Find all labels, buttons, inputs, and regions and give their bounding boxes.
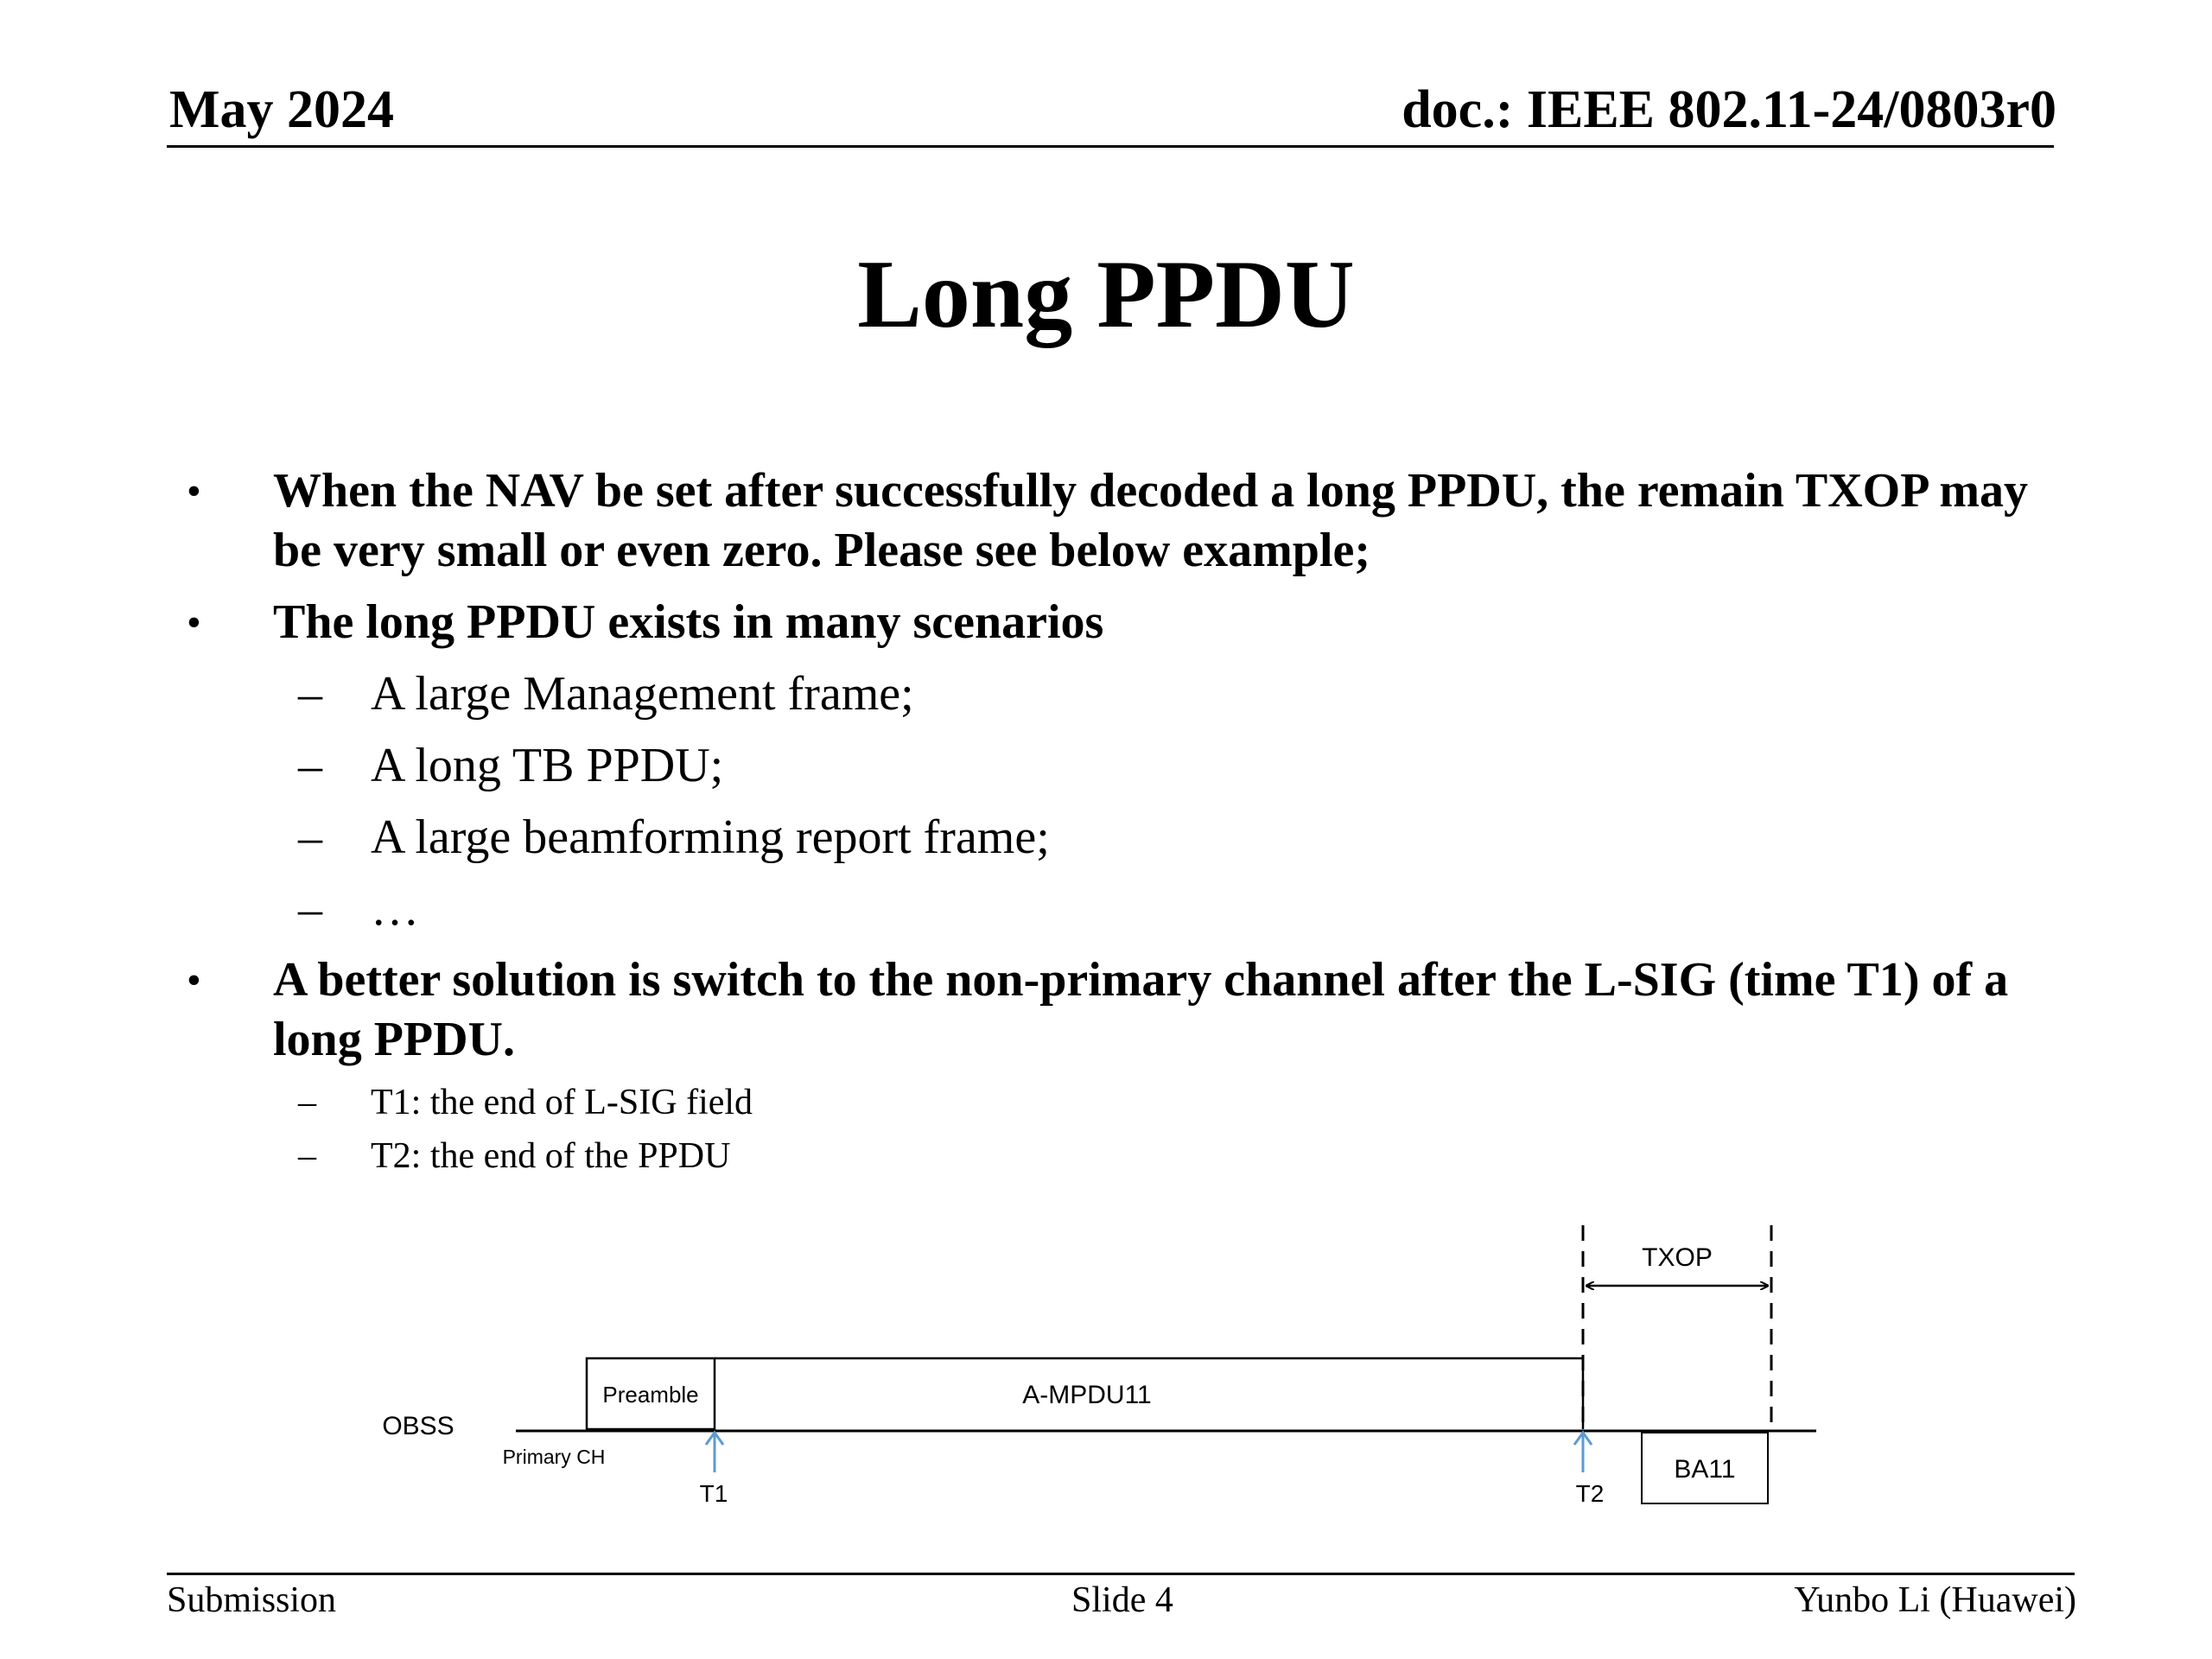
- t2-arrow-icon: [1574, 1433, 1592, 1472]
- t1-arrow-icon: [706, 1433, 723, 1472]
- footer-slide-number: Slide 4: [1071, 1580, 1173, 1620]
- sub-bullet-text: T1: the end of L-SIG field: [371, 1083, 753, 1122]
- t1-label: T1: [699, 1480, 728, 1507]
- sub-bullet-marker: –: [298, 739, 322, 792]
- obss-label: OBSS: [382, 1412, 454, 1440]
- preamble-label: Preamble: [602, 1382, 699, 1408]
- ba-label: BA11: [1674, 1455, 1736, 1484]
- sub-bullet-text: T2: the end of the PPDU: [371, 1136, 731, 1176]
- footer-divider: [167, 1573, 2075, 1575]
- footer-author: Yunbo Li (Huawei): [1794, 1580, 2076, 1620]
- ampdu-label: A-MPDU11: [1022, 1381, 1152, 1409]
- sub-bullet-marker: –: [298, 882, 322, 936]
- sub-bullet-marker: –: [298, 667, 322, 721]
- sub-bullet-marker: –: [298, 810, 322, 864]
- bullet-marker: •: [187, 957, 201, 1003]
- bullet-text: A better solution is switch to the non-primary channel after the L-SIG (time T1) of a long PPDU.: [273, 953, 2009, 1066]
- bullet-marker: •: [187, 600, 201, 645]
- footer-submission: Submission: [167, 1580, 337, 1620]
- sub-bullet-marker: –: [298, 1136, 316, 1176]
- primary-ch-label: Primary CH: [502, 1446, 606, 1468]
- bullet-text: The long PPDU exists in many scenarios: [273, 595, 1104, 649]
- sub-bullet-text: …: [371, 882, 419, 936]
- sub-bullet-text: A large Management frame;: [371, 667, 914, 721]
- slide-title: Long PPDU: [857, 241, 1355, 348]
- sub-bullet-text: A large beamforming report frame;: [371, 810, 1050, 864]
- t2-label: T2: [1575, 1480, 1605, 1507]
- bullet-marker: •: [187, 468, 201, 514]
- sub-bullet-marker: –: [298, 1083, 316, 1122]
- txop-label: TXOP: [1642, 1243, 1713, 1272]
- sub-bullet-text: A long TB PPDU;: [371, 739, 724, 792]
- header-doc-id: doc.: IEEE 802.11-24/0803r0: [1402, 80, 2056, 139]
- header-date: May 2024: [169, 80, 395, 139]
- bullet-text: When the NAV be set after successfully decoded a long PPDU, the remain TXOP may be very small or even zero. Please see below example;: [273, 464, 2028, 577]
